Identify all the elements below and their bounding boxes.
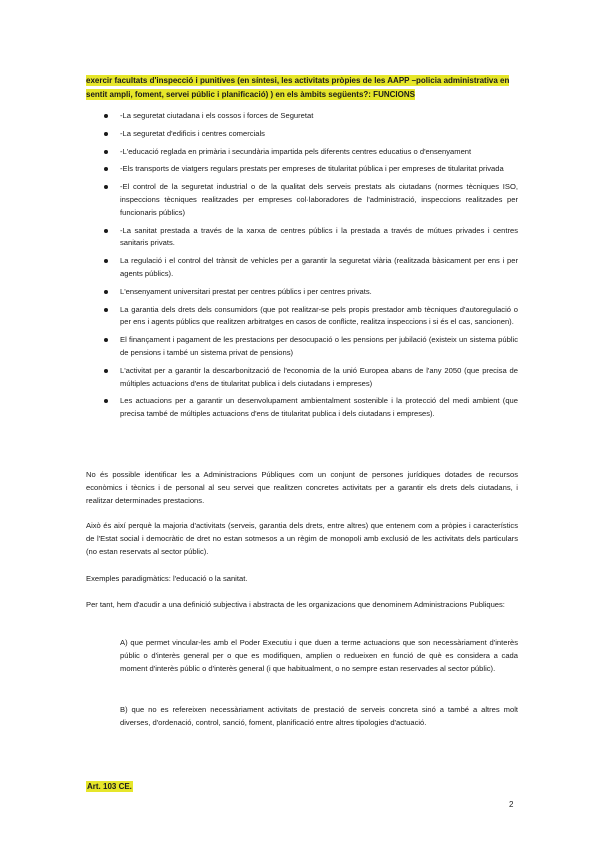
list-item: La regulació i el control del trànsit de vehicles per a garantir la seguretat viària (realitzada bàsicament per ens i per agents públics).	[102, 255, 518, 281]
list-item: L'activitat per a garantir la descarbonització de l'economia de la unió Europea abans de l'any 2050 (que precisa de múltiples actuacions d'ens de titularitat publica i dels ciutadans i empreses)	[102, 365, 518, 391]
list-item: -Els transports de viatgers regulars prestats per empreses de titularitat pública i per empreses de titularitat privada	[102, 163, 518, 176]
list-item: -La seguretat ciutadana i els cossos i forces de Seguretat	[102, 110, 518, 123]
intro-highlight: exercir facultats d'inspecció i punitives (en síntesi, les activitats pròpies de les AAPP –policia administrativa en sentit ampli, foment, servei públic i planificació) ) en els àmbits següents?: FUNCIONS	[86, 76, 510, 99]
list-item: -L'educació reglada en primària i secundària impartida pels diferents centres educatius o d'ensenyament	[102, 146, 518, 159]
list-item: -La sanitat prestada a través de la xarxa de centres públics i la prestada a través de mútues privades i centres sanitaris privats.	[102, 225, 518, 251]
list-item: -El control de la seguretat industrial o de la qualitat dels serveis prestats als ciutadans (normes tècniques ISO, inspeccions tècniques realitzades per empreses col·laboradores de l'administració, inspeccions realitzades per funcionaris públics)	[102, 181, 518, 219]
list-item: L'ensenyament universitari prestat per centres públics i per centres privats.	[102, 286, 518, 299]
intro-highlighted-text	[86, 74, 518, 102]
article-reference	[86, 782, 133, 791]
point-a: A) que permet vincular-les amb el Poder Executiu i que duen a terme actuacions que son necessàriament d'interès públic o d'interès general per o que es modifiquen, amplien o redueixen en funció de què es considera a cada moment d'interès públic o d'interès general (i que habitualment, o no sempre estan reservades al sector públic).	[120, 638, 518, 673]
paragraph-activities: Això és així perquè la majoria d'activitats (serveis, garantia dels drets, entre altres) que entenem com a pròpies i característics de l'Estat social i democràtic de dret no estan sotmesos a un règim de monopoli amb exclusió de les activitats dels particulars (no estan reservats al sector públic).	[86, 521, 518, 556]
article-highlight: Art. 103 CE.	[87, 782, 132, 791]
list-item: La garantia dels drets dels consumidors (que pot realitzar-se pels propis prestador amb tècniques d'autoregulació o per ens i agents públics que realitzen arbitratges en casos de conflicte, realitza inspeccions i si és el cas, sancionen).	[102, 304, 518, 330]
list-item: Les actuacions per a garantir un desenvolupament ambientalment sostenible i la protecció del medi ambient (que precisa també de múltiples actuacions d'ens de titularitat publica i dels ciutadans i empreses).	[102, 395, 518, 421]
bullet-list	[102, 110, 518, 426]
list-item: -La seguretat d'edificis i centres comercials	[102, 128, 518, 141]
paragraph-public-administrations: No és possible identificar les a Administracions Públiques com un conjunt de persones jurídiques dotades de recursos econòmics i tècnics i de personal al seu servei que realitzen concretes activitats per a garantir els drets dels ciutadans, i realitzar determinades prestacions.	[86, 470, 518, 505]
paragraph-definition: Per tant, hem d'acudir a una definició subjectiva i abstracta de les organizacions que denominem Administracions Publiques:	[86, 600, 505, 609]
paragraph-examples: Exemples paradigmàtics: l'educació o la sanitat.	[86, 574, 248, 583]
list-item: El finançament i pagament de les prestacions per desocupació o les pensions per jubilació (existeix un sistema públic de pensions i també un sistema privat de pensions)	[102, 334, 518, 360]
page-number: 2	[509, 800, 514, 809]
point-b: B) que no es refereixen necessàriament activitats de prestació de serveis concreta sinó a també a altres molt diverses, d'ordenació, control, sanció, foment, planificació entre altres tipologies d'actuació.	[120, 705, 518, 727]
